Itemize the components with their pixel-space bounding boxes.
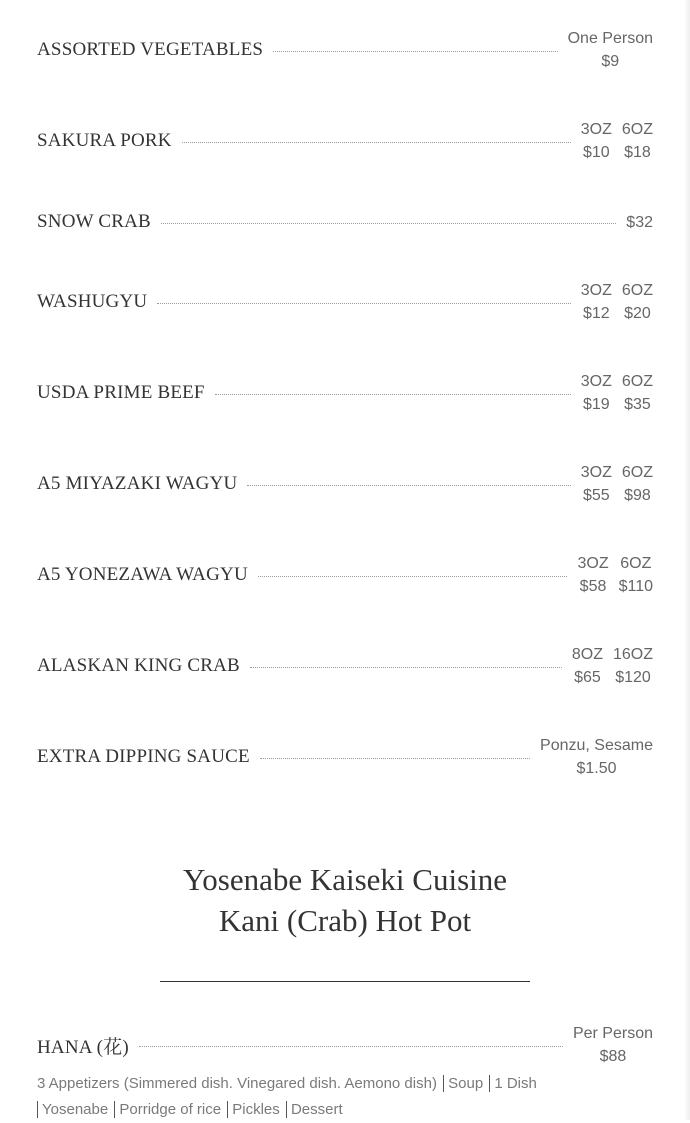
price-column	[626, 211, 653, 234]
price-value: $55	[582, 487, 610, 504]
price-value: $35	[624, 396, 651, 413]
price-group	[577, 552, 653, 598]
menu-item-name: HANA (花)	[37, 1036, 129, 1058]
price-column	[573, 1022, 653, 1068]
price-size: 3OZ	[580, 464, 612, 481]
menu-item-name: SAKURA PORK	[37, 130, 172, 151]
dotted-leader	[250, 667, 562, 668]
price-value: $58	[579, 578, 607, 595]
price-value: $18	[624, 144, 651, 161]
menu-item-name: ALASKAN KING CRAB	[37, 655, 240, 676]
price-group	[572, 643, 653, 689]
price-value: $65	[574, 669, 601, 686]
course-part: Soup	[443, 1075, 483, 1092]
menu-item-name: SNOW CRAB	[37, 211, 151, 232]
price-column	[613, 643, 653, 689]
price-value: $32	[626, 213, 653, 231]
menu-item-a5-miyazaki-wagyu	[37, 461, 653, 507]
menu-item-a5-yonezawa-wagyu	[37, 552, 653, 598]
price-size: 3OZ	[580, 282, 612, 299]
price-size: 6OZ	[621, 464, 653, 481]
price-group	[581, 118, 653, 164]
menu-item-name: A5 MIYAZAKI WAGYU	[37, 473, 238, 494]
menu-item-assorted-vegetables	[37, 27, 653, 73]
section-title	[0, 859, 690, 941]
section-divider	[160, 981, 530, 982]
price-value: $1.50	[576, 760, 617, 777]
price-value: $110	[618, 578, 653, 595]
price-size: Ponzu, Sesame	[540, 737, 653, 754]
dotted-leader	[215, 394, 571, 395]
price-size: 6OZ	[620, 555, 652, 572]
dotted-leader	[182, 142, 571, 143]
price-column	[577, 552, 608, 598]
price-size: One Person	[567, 30, 653, 47]
price-group	[568, 27, 653, 73]
menu-item-usda-prime-beef	[37, 370, 653, 416]
price-column	[581, 461, 612, 507]
course-part: 1 Dish	[489, 1075, 537, 1092]
course-part: Pickles	[227, 1101, 280, 1118]
section-title-line-2: Kani (Crab) Hot Pot	[218, 903, 472, 938]
price-column	[581, 370, 612, 416]
course-part: 3 Appetizers (Simmered dish. Vinegared dish. Aemono dish)	[37, 1075, 437, 1092]
dotted-leader	[157, 303, 570, 304]
price-value: $120	[615, 669, 651, 686]
price-column	[581, 118, 612, 164]
menu-item-name: ASSORTED VEGETABLES	[37, 39, 264, 60]
price-group	[540, 734, 653, 780]
price-column	[581, 279, 612, 325]
price-size: 3OZ	[580, 373, 612, 390]
dotted-leader	[260, 758, 530, 759]
menu-item-name: USDA PRIME BEEF	[37, 382, 205, 403]
price-value: $12	[582, 305, 610, 322]
course-item-hana	[37, 1022, 653, 1068]
price-column	[622, 118, 653, 164]
price-group	[581, 370, 653, 416]
price-column	[622, 279, 653, 325]
price-group	[581, 461, 653, 507]
price-value: $9	[601, 53, 620, 70]
menu-item-name: EXTRA DIPPING SAUCE	[37, 746, 250, 767]
price-value: $19	[582, 396, 610, 413]
price-column	[619, 552, 653, 598]
price-size: Per Person	[572, 1025, 653, 1042]
price-group	[626, 211, 653, 234]
scrollbar-track[interactable]	[684, 0, 690, 1120]
menu-item-name: WASHUGYU	[37, 291, 148, 312]
price-value: $88	[599, 1048, 627, 1065]
price-size: 16OZ	[612, 646, 653, 663]
course-part: Porridge of rice	[114, 1101, 221, 1118]
course-part: Yosenabe	[37, 1101, 108, 1118]
price-group	[581, 279, 653, 325]
price-value: $98	[624, 487, 651, 504]
menu-item-extra-dipping-sauce	[37, 734, 653, 780]
course-part: Dessert	[286, 1101, 343, 1118]
price-group	[573, 1022, 653, 1068]
price-size: 3OZ	[577, 555, 609, 572]
menu-item-alaskan-king-crab	[37, 643, 653, 689]
dotted-leader	[247, 485, 570, 486]
price-column	[540, 734, 653, 780]
price-column	[622, 461, 653, 507]
menu-item-snow-crab	[37, 210, 653, 234]
price-size: 6OZ	[621, 121, 653, 138]
dotted-leader	[139, 1046, 563, 1047]
price-column	[572, 643, 603, 689]
dotted-leader	[273, 51, 557, 52]
price-size: 6OZ	[621, 373, 653, 390]
price-size: 8OZ	[571, 646, 603, 663]
price-column	[622, 370, 653, 416]
dotted-leader	[161, 223, 616, 224]
section-title-line-1: Yosenabe Kaiseki Cuisine	[182, 862, 508, 897]
menu-item-sakura-pork	[37, 118, 653, 164]
course-description	[37, 1071, 597, 1123]
price-value: $10	[582, 144, 610, 161]
dotted-leader	[258, 576, 568, 577]
price-size: 3OZ	[580, 121, 612, 138]
price-column	[568, 27, 653, 73]
menu-item-washugyu	[37, 279, 653, 325]
price-size: 6OZ	[621, 282, 653, 299]
menu-item-name: A5 YONEZAWA WAGYU	[37, 564, 248, 585]
price-value: $20	[624, 305, 651, 322]
